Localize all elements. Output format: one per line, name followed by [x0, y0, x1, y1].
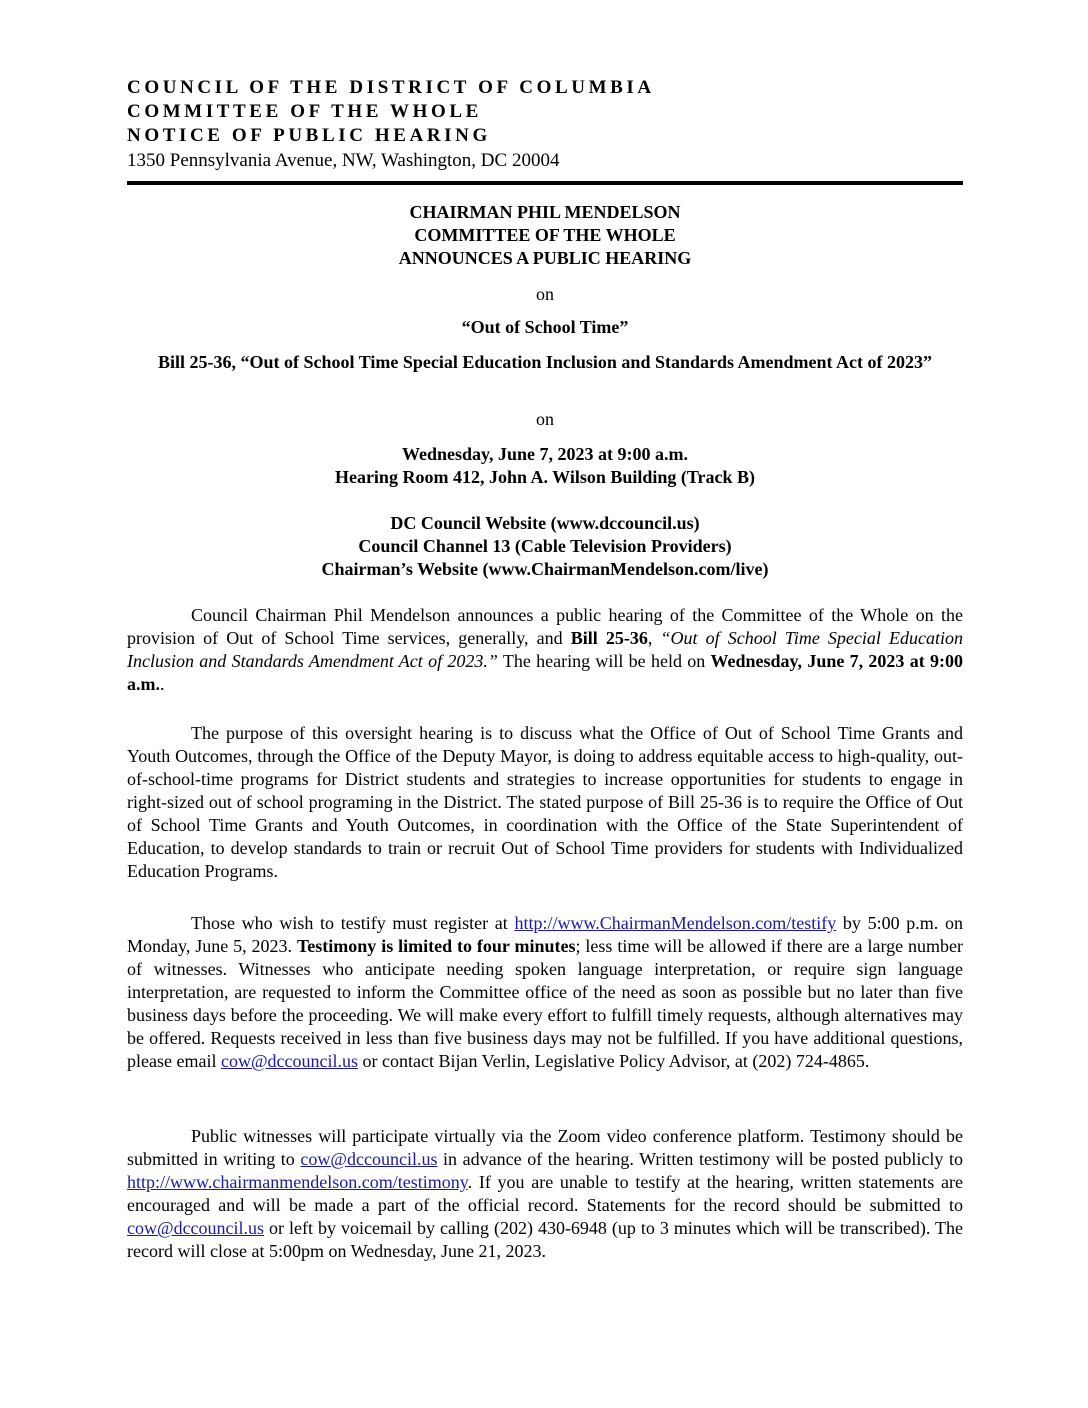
on-line-2: on: [536, 409, 554, 429]
letterhead: [127, 76, 963, 173]
letterhead-address: 1350 Pennsylvania Avenue, NW, Washington, DC 20004: [127, 150, 560, 171]
p1-text-1: Council Chairman Phil Mendelson announces a public hearing of the Committee of the Whole on the provision of Out of School Time services, generally, and: [127, 605, 963, 648]
p2-text: The purpose of this oversight hearing is to discuss what the Office of Out of School Time Grants and Youth Outcomes, through the Office of the Deputy Mayor, is doing to address equitable access to high-quality, out-of-school-time programs for District students and strategies to increase opportunities for students to engage in right-sized out of school programing in the District. The stated purpose of Bill 25-36 is to require the Office of Out of School Time Grants and Youth Outcomes, in coordination with the Office of the State Superintendent of Education, to develop standards to train or recruit Out of School Time providers for students with Individualized Education Programs.: [127, 723, 963, 881]
p3-time-limit: Testimony is limited to four minutes: [296, 936, 576, 956]
email-link-2[interactable]: cow@dccouncil.us: [127, 1218, 265, 1238]
chairman-website: Chairman’s Website (www.ChairmanMendelson.com/live): [321, 559, 769, 579]
announces-line: ANNOUNCES A PUBLIC HEARING: [398, 248, 692, 268]
dc-council-website: DC Council Website (www.dccouncil.us): [390, 513, 700, 533]
hearing-topic: “Out of School Time”: [461, 317, 629, 337]
letterhead-notice: NOTICE OF PUBLIC HEARING: [127, 125, 491, 146]
p1-bill: Bill 25-36: [570, 628, 648, 648]
hearing-location: Hearing Room 412, John A. Wilson Building (Track B): [334, 467, 756, 487]
email-link-1[interactable]: cow@dccouncil.us: [300, 1149, 438, 1169]
chairman-line: CHAIRMAN PHIL MENDELSON: [409, 202, 681, 222]
broadcast-info: [127, 512, 963, 581]
paragraph-purpose: [127, 722, 963, 883]
p1-text-4: .: [160, 674, 165, 694]
paragraph-announcement: [127, 604, 963, 696]
p4-text-1: Public witnesses will participate virtually via the Zoom video conference platform. Testimony should be submitted in writing to: [127, 1126, 963, 1169]
letterhead-committee: COMMITTEE OF THE WHOLE: [127, 101, 482, 122]
announcement-header: [127, 201, 963, 270]
letterhead-council: COUNCIL OF THE DISTRICT OF COLUMBIA: [127, 77, 655, 98]
testimony-link[interactable]: http://www.chairmanmendelson.com/testimony: [127, 1172, 468, 1192]
p1-text-3: The hearing will be held on: [497, 651, 711, 671]
p4-text-2: in advance of the hearing. Written testimony will be posted publicly to: [437, 1149, 963, 1169]
header-rule: [127, 181, 963, 185]
committee-line: COMMITTEE OF THE WHOLE: [414, 225, 676, 245]
p4-text-3: . If you are unable to testify at the hearing, written statements are encouraged and will be made a part of the official record. Statements for the record should be submitted to: [127, 1172, 963, 1215]
hearing-datetime: Wednesday, June 7, 2023 at 9:00 a.m.: [401, 444, 689, 464]
p3-text-1: Those who wish to testify must register at: [191, 913, 515, 933]
p1-date: Wednesday, June 7, 2023 at 9:00 a.m.: [127, 651, 964, 694]
paragraph-witnesses: [127, 1125, 963, 1263]
p3-text-3: ; less time will be allowed if there are a large number of witnesses. Witnesses who anticipate needing spoken language interpretation, or require sign language interpretation, are requested to inform the Committee office of the need as soon as possible but no later than five business days before the proceeding. We will make every effort to fulfill timely requests, although alternatives may be offered. Requests received in less than five business days may not be fulfilled. If you have additional questions, please email: [127, 936, 963, 1071]
testify-link[interactable]: http://www.ChairmanMendelson.com/testify: [514, 913, 837, 933]
p1-text-2: ,: [647, 628, 661, 648]
p1-bill-title: “Out of School Time Special Education Inclusion and Standards Amendment Act of 2023.”: [127, 628, 963, 671]
p4-text-4: or left by voicemail by calling (202) 430-6948 (up to 3 minutes which will be transcribed). The record will close at 5:00pm on Wednesday, June 21, 2023.: [127, 1218, 963, 1261]
bill-title: Bill 25-36, “Out of School Time Special Education Inclusion and Standards Amendment Act of 2023”: [158, 352, 932, 372]
paragraph-testify: [127, 912, 963, 1073]
p3-text-4: or contact Bijan Verlin, Legislative Policy Advisor, at (202) 724-4865.: [358, 1051, 870, 1071]
council-channel: Council Channel 13 (Cable Television Providers): [358, 536, 732, 556]
on-line-1: on: [536, 284, 554, 304]
p3-text-2: by 5:00 p.m. on Monday, June 5, 2023.: [127, 913, 963, 956]
hearing-details: [127, 443, 963, 489]
email-link[interactable]: cow@dccouncil.us: [220, 1051, 359, 1071]
